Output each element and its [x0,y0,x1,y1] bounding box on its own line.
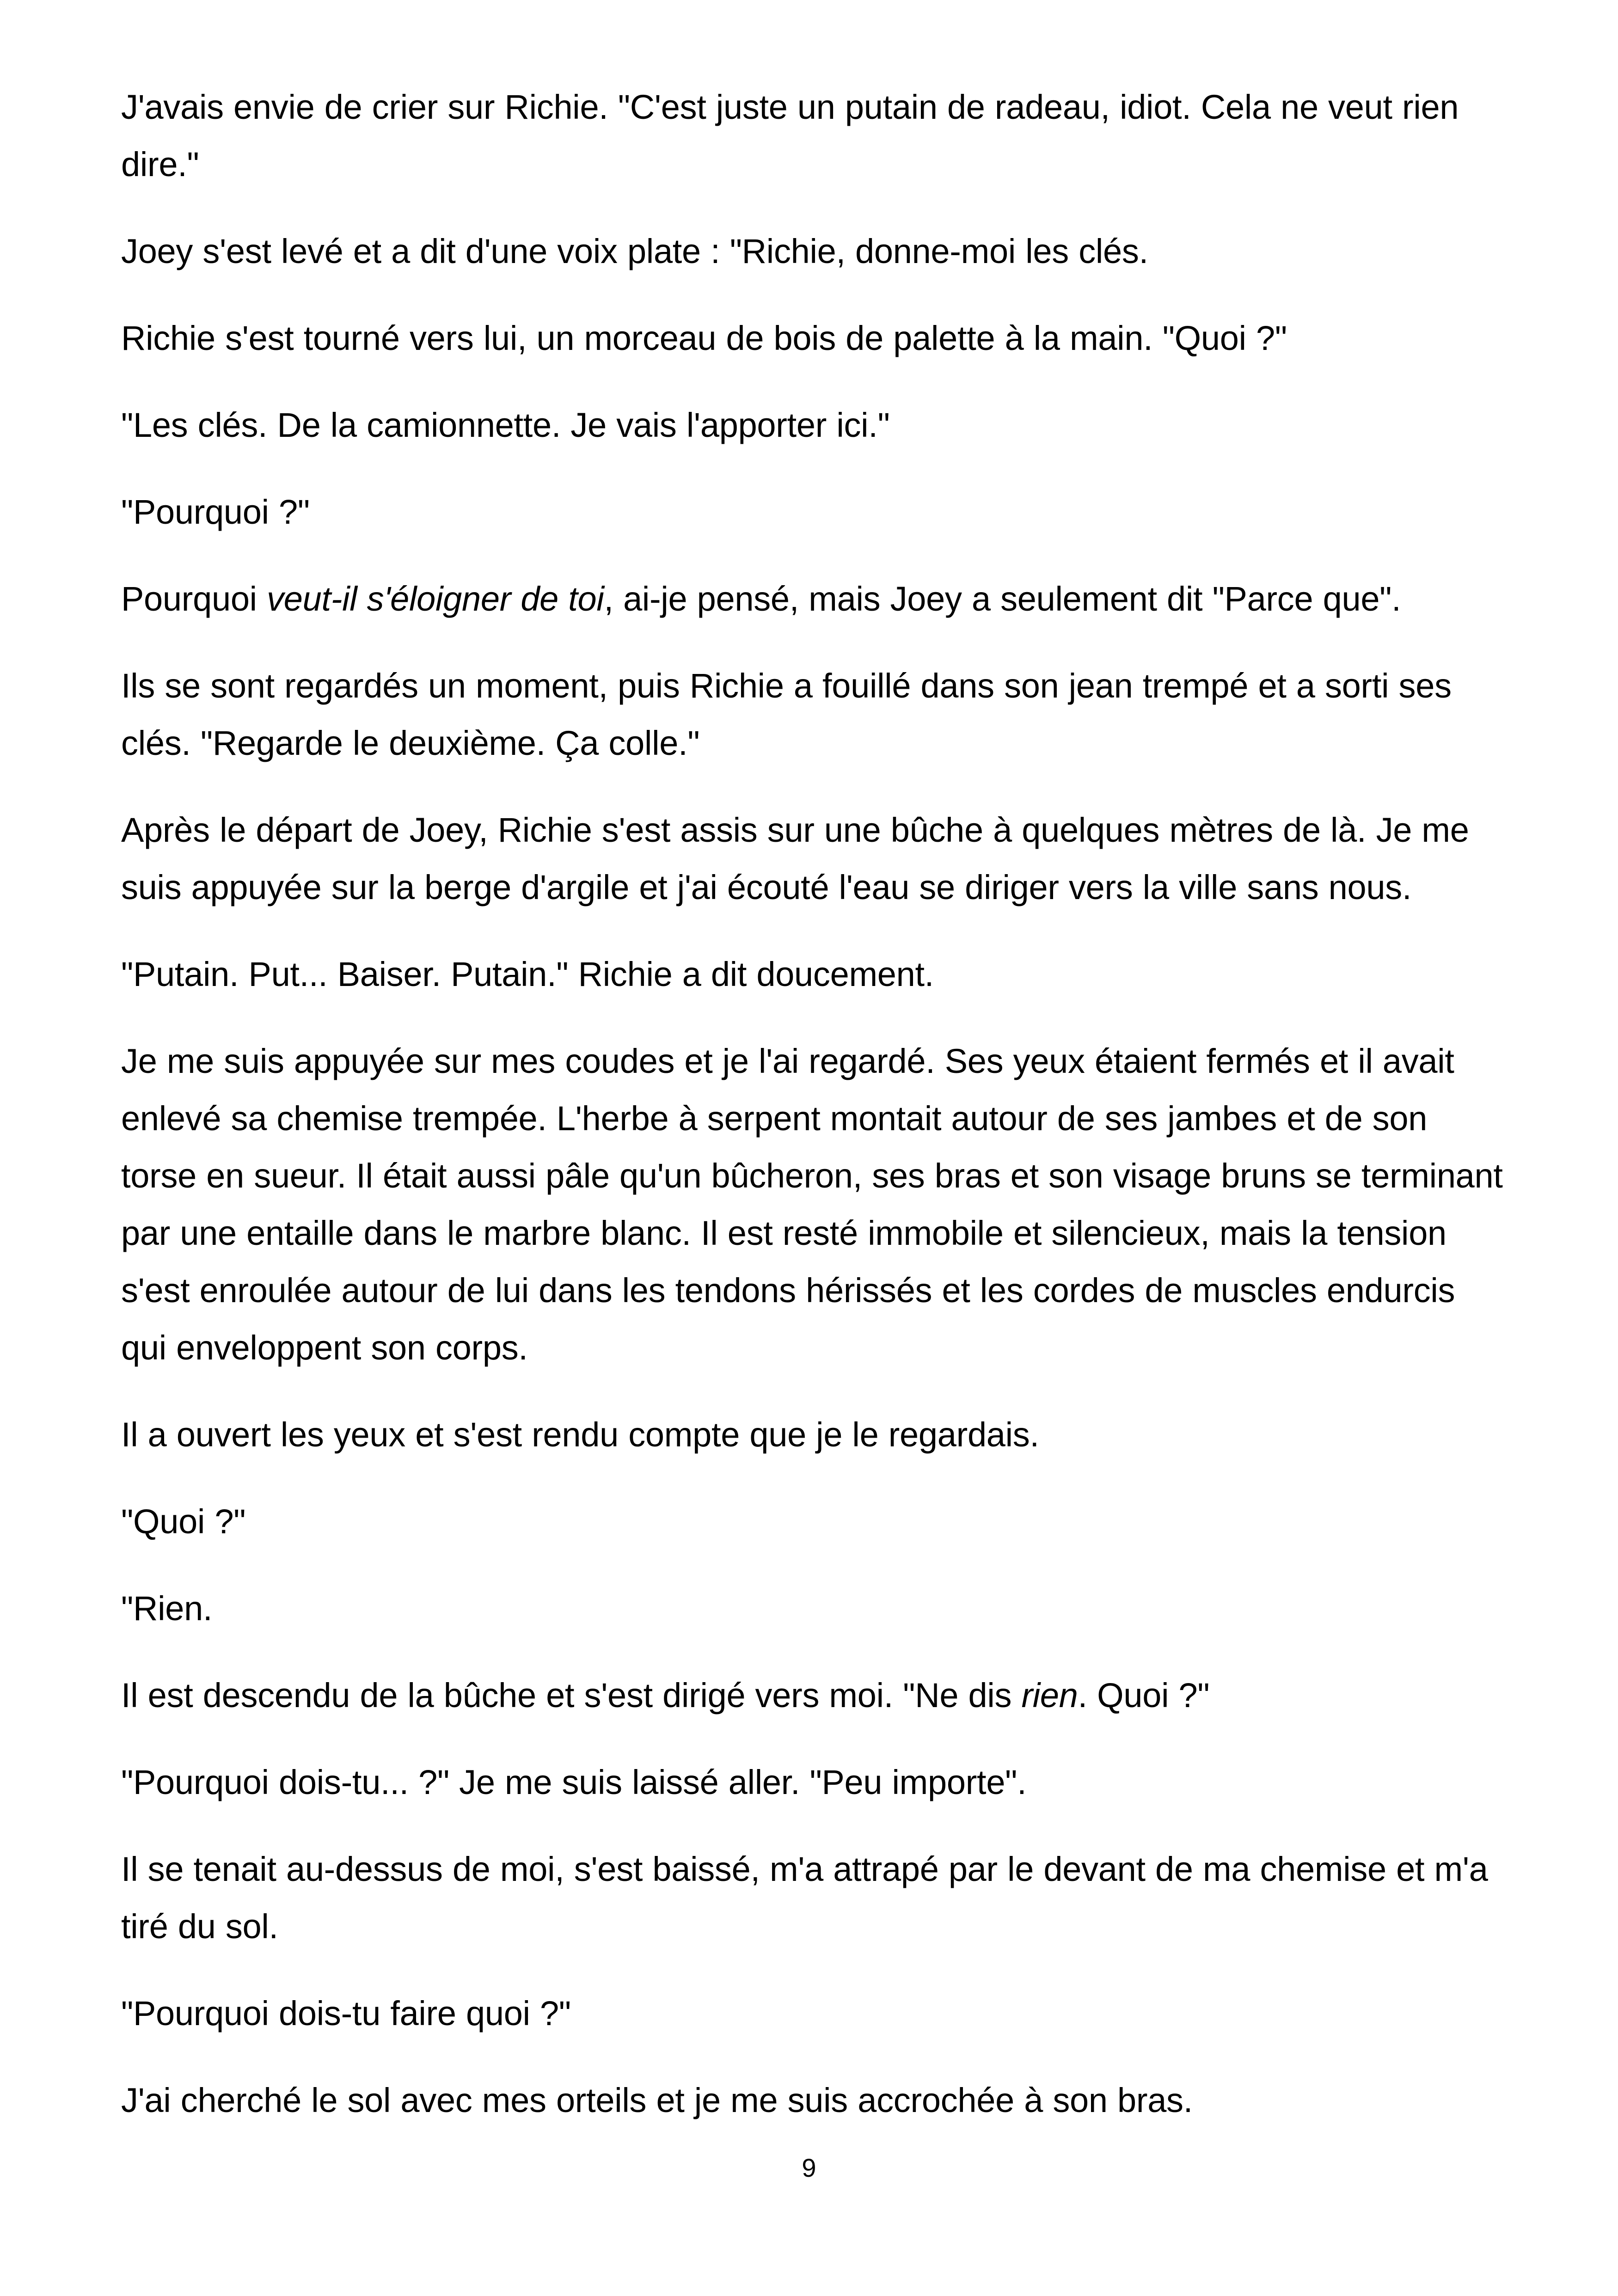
paragraph-text: "Pourquoi dois-tu... ?" Je me suis laissé aller. "Peu importe". [121,1763,1027,1801]
paragraph-text: "Pourquoi dois-tu faire quoi ?" [121,1994,571,2033]
paragraph-text: Pourquoi [121,580,267,618]
paragraph [121,1406,1503,1463]
italic-text: veut-il s'éloigner de toi [267,580,604,618]
paragraph-text: "Pourquoi ?" [121,493,310,531]
paragraph [121,223,1503,280]
paragraph-text: "Les clés. De la camionnette. Je vais l'apporter ici." [121,406,890,444]
paragraph [121,310,1503,367]
paragraph-text: Après le départ de Joey, Richie s'est assis sur une bûche à quelques mètres de là. Je me suis appuyée sur la berge d'argile et j'ai écouté l'eau se diriger vers la ville sans nous. [121,811,1469,906]
paragraph [121,397,1503,454]
paragraph [121,79,1503,193]
paragraph-text: "Putain. Put... Baiser. Putain." Richie a dit doucement. [121,955,934,993]
paragraph-text: Il a ouvert les yeux et s'est rendu compte que je le regardais. [121,1415,1039,1454]
paragraph [121,484,1503,541]
page-number: 9 [802,2153,816,2182]
paragraph [121,1493,1503,1550]
paragraph-text: Richie s'est tourné vers lui, un morceau de bois de palette à la main. "Quoi ?" [121,319,1287,357]
paragraph [121,1754,1503,1811]
paragraph [121,946,1503,1003]
paragraph-text: J'ai cherché le sol avec mes orteils et je me suis accrochée à son bras. [121,2081,1193,2119]
paragraph-text: , ai-je pensé, mais Joey a seulement dit "Parce que". [604,580,1401,618]
italic-text: rien [1021,1676,1078,1714]
paragraph-text: Il est descendu de la bûche et s'est dirigé vers moi. "Ne dis [121,1676,1022,1714]
paragraph [121,657,1503,772]
paragraph-text: Je me suis appuyée sur mes coudes et je l'ai regardé. Ses yeux étaient fermés et il avait enlevé sa chemise trempée. L'herbe à serpent montait autour de ses jambes et de son torse en sueur. Il était aussi pâle qu'un bûcheron, ses bras et son visage bruns se terminant par une entaille dans le marbre blanc. Il est resté immobile et silencieux, mais la tension s'est enroulée autour de lui dans les tendons hérissés et les cordes de muscles endurcis qui enveloppent son corps. [121,1042,1503,1367]
paragraph-text: Ils se sont regardés un moment, puis Richie a fouillé dans son jean trempé et a sorti ses clés. "Regarde le deuxième. Ça colle." [121,667,1452,762]
paragraph [121,570,1503,628]
paragraph-text: Il se tenait au-dessus de moi, s'est baissé, m'a attrapé par le devant de ma chemise et m'a tiré du sol. [121,1850,1488,1946]
body-text [121,79,1503,2159]
paragraph-text: "Rien. [121,1589,213,1628]
paragraph [121,1580,1503,1637]
paragraph [121,802,1503,916]
paragraph [121,1841,1503,1955]
paragraph [121,1033,1503,1377]
paragraph [121,1985,1503,2042]
paragraph-text: "Quoi ?" [121,1502,246,1541]
paragraph-text: Joey s'est levé et a dit d'une voix plate : "Richie, donne-moi les clés. [121,232,1148,270]
paragraph [121,2072,1503,2129]
paragraph-text: J'avais envie de crier sur Richie. "C'est juste un putain de radeau, idiot. Cela ne veut rien dire." [121,88,1459,184]
paragraph [121,1667,1503,1724]
paragraph-text: . Quoi ?" [1078,1676,1210,1714]
